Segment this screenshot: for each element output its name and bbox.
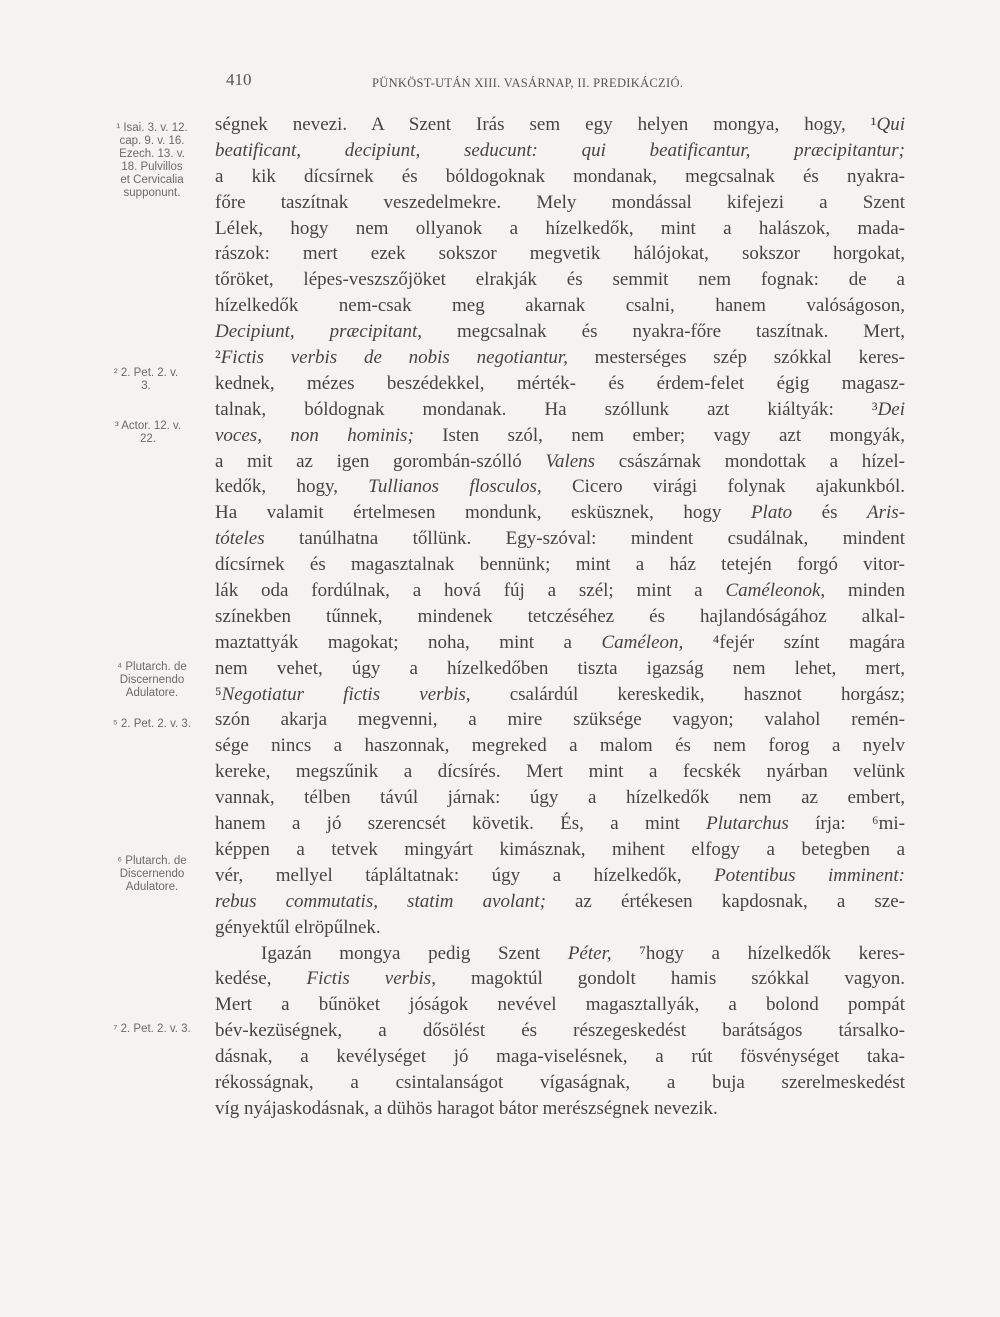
text-line: [215, 992, 905, 1018]
text-run: írja: ⁶mi-: [788, 813, 905, 835]
text-run: sége nincs a haszonnak, megreked a malom és nem forog a nyelv: [215, 735, 905, 757]
text-run: dícsírnek és magasztalnak bennünk; mint a ház tetején forgó vitor-: [215, 554, 905, 576]
text-run: Isten szól, nem ember; vagy azt mongyák,: [413, 424, 905, 446]
text-run: Ha valamit értelmesen mondunk, esküsznek, hogy: [215, 502, 751, 524]
italic-run: Dei: [877, 398, 905, 420]
body-text: [215, 112, 905, 1122]
text-run: bév-kezüségnek, a dősölést és részegeskedést barátságos társalko-: [215, 1020, 905, 1042]
text-run: Lélek, hogy nem ollyanok a hízelkedők, mint a halászok, mada-: [215, 217, 905, 239]
text-line: [215, 526, 905, 552]
text-run: tanúlhatna tőllünk. Egy-szóval: mindent csudálnak, mindent: [264, 528, 905, 550]
text-run: tőröket, lépes-veszszőjöket elrakják és semmit nem fognak: de a: [215, 269, 905, 291]
text-line: [215, 1018, 905, 1044]
margin-note: ⁷ 2. Pet. 2. v. 3.: [113, 1023, 191, 1035]
text-run: kedők, hogy,: [215, 476, 369, 498]
text-run: Cicero virági folynak ajakunkból.: [541, 476, 906, 498]
text-run: színekben tűnnek, mindenek tetczéséhez és hajlandóságához alkal-: [215, 605, 905, 627]
margin-note: ⁶ Plutarch. de Discernendo Adulatore.: [117, 855, 187, 893]
text-run: kednek, mézes beszédekkel, mérték- és érdem-felet égig magasz-: [215, 372, 905, 394]
text-run: képpen a tetvek mingyárt kimásznak, mihent elfogy a betegben a: [215, 838, 905, 860]
italic-run: rebus commutatis, statim avolant;: [215, 890, 546, 912]
text-run: főre taszítnak veszedelmekre. Mely mondással kifejezi a Szent: [215, 191, 905, 213]
text-run: kereke, megszűnik a dícsírés. Mert mint a fecskék nyárban velünk: [215, 761, 905, 783]
text-run: mesterséges szép szókkal keres-: [567, 347, 905, 369]
text-run: Mert a bűnöket jóságok nevével magasztallyák, a bolond pompát: [215, 994, 905, 1016]
text-line: [215, 449, 905, 475]
text-line: [215, 1070, 905, 1096]
italic-run: Valens: [545, 450, 596, 472]
text-line: [215, 267, 905, 293]
text-line: [215, 216, 905, 242]
text-run: lák oda fordúlnak, a hová fúj a szél; mint a: [215, 580, 726, 602]
text-line: [215, 1044, 905, 1070]
text-run: szón akarja megvenni, a mire szüksége vagyon; valahol remén-: [215, 709, 905, 731]
text-run: az értékesen kapdosnak, a sze-: [545, 890, 905, 912]
text-line: [215, 293, 905, 319]
text-line: [215, 733, 905, 759]
text-line: [215, 837, 905, 863]
text-run: magoktúl gondolt hamis szókkal vagyon.: [435, 968, 905, 990]
text-run: hízelkedők nem-csak meg akarnak csalni, hanem valóságoson,: [215, 295, 905, 317]
margin-note: ¹ Isai. 3. v. 12. cap. 9. v. 16. Ezech. 13. v. 18. Pulvillos et Cervicalia supponunt.: [116, 122, 188, 199]
text-run: dásnak, a kevélységet jó maga-viselésnek, a rút fösvénységet taka-: [215, 1046, 905, 1068]
text-run: vér, mellyel tápláltatnak: úgy a hízelkedők,: [215, 864, 715, 886]
text-line: [215, 552, 905, 578]
text-line: [215, 889, 905, 915]
text-line: [215, 190, 905, 216]
text-run: kedése,: [215, 968, 307, 990]
italic-run: beatificant, decipiunt, seducunt: qui beatificantur, præcipitantur;: [215, 139, 905, 161]
running-head: PÜNKÖST-UTÁN XIII. VASÁRNAP, II. PREDIKÁCZIÓ.: [372, 76, 684, 90]
text-line: [215, 811, 905, 837]
italic-run: Negotiatur fictis verbis,: [221, 683, 471, 705]
margin-note: ³ Actor. 12. v. 22.: [114, 420, 182, 445]
text-run: a mit az igen gorombán-szólló: [215, 450, 546, 472]
text-run: nem vehet, úgy a hízelkedőben tiszta igazság nem lehet, mert,: [215, 657, 905, 679]
text-line: [215, 371, 905, 397]
italic-run: Caméleon,: [601, 631, 684, 653]
text-run: rékosságnak, a csintalanságot vígaságnak, a buja szerelmeskedést: [215, 1071, 905, 1093]
text-run: és: [792, 502, 868, 524]
italic-run: Plato: [750, 502, 793, 524]
text-line: [215, 474, 905, 500]
text-run: maztattyák magokat; noha, mint a: [215, 631, 602, 653]
text-run: gényektűl elröpűlnek.: [215, 916, 381, 938]
text-run: ⁵: [215, 683, 222, 705]
italic-run: voces, non hominis;: [215, 424, 414, 446]
text-line: [215, 423, 905, 449]
text-line: [215, 707, 905, 733]
text-run: rászok: mert ezek sokszor megvetik hálójokat, sokszor horgokat,: [215, 243, 905, 265]
text-line: [215, 759, 905, 785]
text-run: ségnek nevezi. A Szent Irás sem egy helyen mongya, hogy, ¹: [215, 114, 877, 135]
italic-run: Fictis verbis,: [306, 968, 436, 990]
text-run: hanem a jó szerencsét követik. És, a mint: [215, 813, 707, 835]
text-run: Igazán mongya pedig Szent: [261, 942, 568, 964]
text-line: [215, 500, 905, 526]
text-run: ⁴fejér színt magára: [683, 631, 905, 653]
text-run: megcsalnak és nyakra-főre taszítnak. Mert,: [422, 321, 905, 343]
text-line: [215, 241, 905, 267]
text-line: [215, 785, 905, 811]
text-line: [215, 682, 905, 708]
text-line: [215, 915, 905, 941]
text-line: [215, 138, 905, 164]
text-line: [215, 319, 905, 345]
italic-run: Péter,: [567, 942, 612, 964]
text-line: [215, 863, 905, 889]
italic-run: Decipiunt, præcipitant,: [215, 321, 423, 343]
text-run: a kik dícsírnek és bóldogoknak mondanak, megcsalnak és nyakra-: [215, 165, 905, 187]
margin-note: ⁵ 2. Pet. 2. v. 3.: [112, 718, 192, 730]
text-line: [215, 604, 905, 630]
text-line: [215, 941, 905, 967]
text-line: [215, 966, 905, 992]
text-run: csalárdúl kereskedik, hasznot horgász;: [470, 683, 905, 705]
italic-run: Tullianos flosculos,: [368, 476, 542, 498]
italic-run: Caméleonok,: [725, 580, 826, 602]
text-line: [215, 578, 905, 604]
text-run: talnak, bóldognak mondanak. Ha szóllunk azt kiáltyák: ³: [215, 398, 878, 420]
page-number: 410: [226, 70, 252, 89]
text-line: [215, 1096, 905, 1122]
text-run: víg nyájaskodásnak, a dühös haragot bátor merészségnek nevezik.: [215, 1097, 718, 1119]
text-run: császárnak mondottak a hízel-: [595, 450, 905, 472]
text-line: [215, 656, 905, 682]
italic-run: Qui: [876, 114, 905, 135]
margin-note: ² 2. Pet. 2. v. 3.: [113, 367, 179, 392]
italic-run: tóteles: [215, 528, 265, 550]
margin-note: ⁴ Plutarch. de Discernendo Adulatore.: [117, 661, 187, 699]
text-run: ²: [215, 347, 221, 369]
text-line: [215, 630, 905, 656]
text-run: ⁷hogy a hízelkedők keres-: [611, 942, 905, 964]
text-line: [215, 345, 905, 371]
italic-run: Potentibus imminent:: [714, 864, 905, 886]
italic-run: Aris-: [867, 502, 906, 524]
italic-run: Fictis verbis de nobis negotiantur,: [220, 347, 568, 369]
italic-run: Plutarchus: [706, 813, 789, 835]
text-run: minden: [825, 580, 905, 602]
text-run: vannak, télben távúl járnak: úgy a hízelkedők nem az embert,: [215, 787, 905, 809]
text-line: [215, 397, 905, 423]
text-line: [215, 112, 905, 138]
text-line: [215, 164, 905, 190]
